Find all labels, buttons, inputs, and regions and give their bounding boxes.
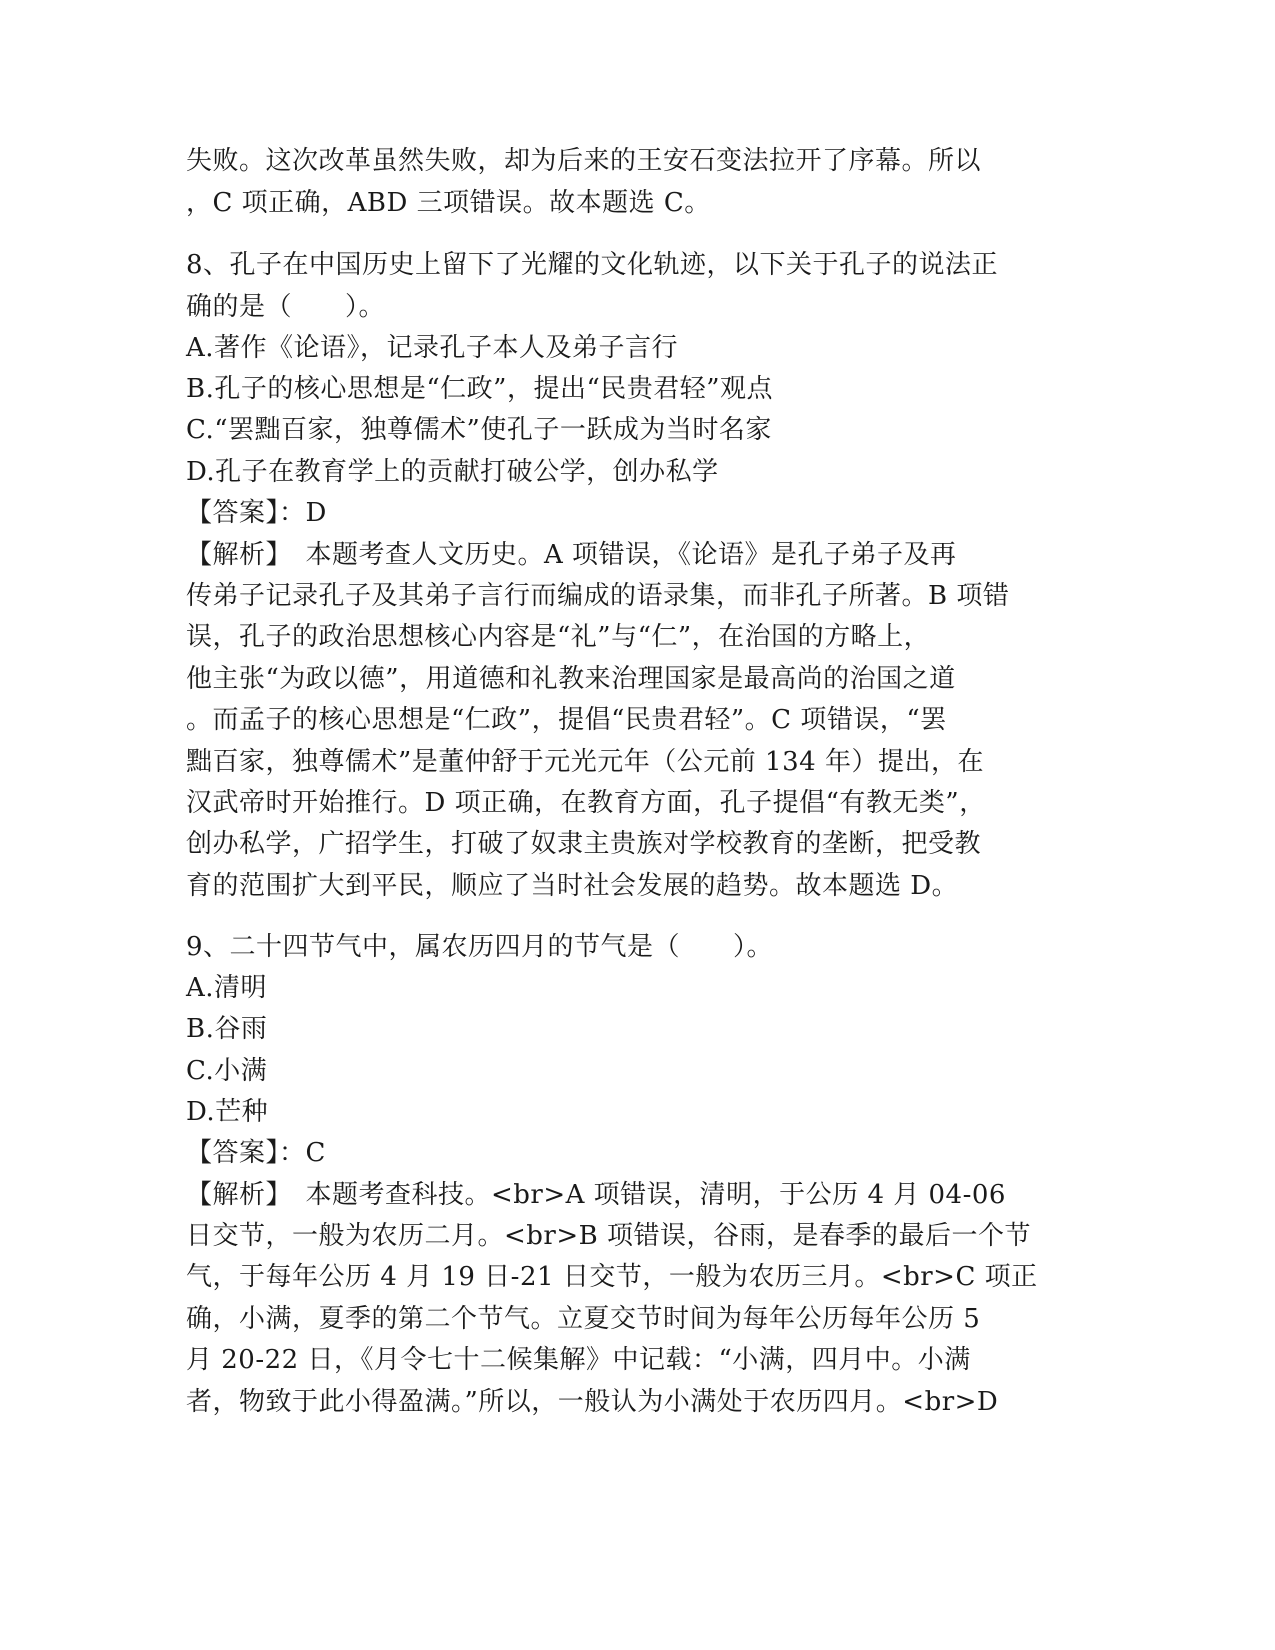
q8-option-b: B.孔子的核心思想是“仁政”，提出“民贵君轻”观点 bbox=[186, 374, 774, 404]
q8-analysis-line: 误，孔子的政治思想核心内容是“礼”与“仁”，在治国的方略上， bbox=[186, 622, 931, 652]
q7-analysis-line: 失败。这次改革虽然失败，却为后来的王安石变法拉开了序幕。所以 bbox=[186, 146, 982, 176]
q8-analysis-line: 【解析】 本题考查人文历史。A 项错误，《论语》是孔子弟子及再 bbox=[186, 540, 957, 570]
q9-option-d: D.芒种 bbox=[186, 1097, 269, 1127]
q9-option-a: A.清明 bbox=[186, 973, 268, 1003]
q8-analysis-line: 。而孟子的核心思想是“仁政”，提倡“民贵君轻”。C 项错误，“罢 bbox=[186, 705, 947, 735]
q9-option-c: C.小满 bbox=[186, 1056, 268, 1086]
q8-analysis-line: 黜百家，独尊儒术”是董仲舒于元光元年（公元前 134 年）提出，在 bbox=[186, 747, 984, 777]
q9-analysis-line: 月 20-22 日，《月令七十二候集解》中记载：“小满，四月中。小满 bbox=[186, 1345, 971, 1375]
q9-answer: 【答案】：C bbox=[186, 1138, 326, 1168]
q7-analysis-line: ，C 项正确，ABD 三项错误。故本题选 C。 bbox=[186, 188, 711, 218]
q8-analysis-line: 他主张“为政以德”，用道德和礼教来治理国家是最高尚的治国之道 bbox=[186, 664, 956, 694]
q9-stem-line: 9、二十四节气中，属农历四月的节气是（ ）。 bbox=[186, 932, 774, 962]
q8-stem-line: 8、孔子在中国历史上留下了光耀的文化轨迹，以下关于孔子的说法正 bbox=[186, 250, 999, 280]
q8-option-a: A.著作《论语》，记录孔子本人及弟子言行 bbox=[186, 333, 679, 363]
q8-stem-line: 确的是（ ）。 bbox=[186, 292, 386, 322]
q8-option-c: C.“罢黜百家，独尊儒术”使孔子一跃成为当时名家 bbox=[186, 415, 772, 445]
q9-analysis-line: 确，小满，夏季的第二个节气。立夏交节时间为每年公历每年公历 5 bbox=[186, 1304, 981, 1334]
q9-option-b: B.谷雨 bbox=[186, 1014, 268, 1044]
q8-analysis-line: 传弟子记录孔子及其弟子言行而编成的语录集，而非孔子所著。B 项错 bbox=[186, 581, 1010, 611]
q8-option-d: D.孔子在教育学上的贡献打破公学，创办私学 bbox=[186, 457, 719, 487]
q9-analysis-line: 日交节，一般为农历二月。<br>B 项错误，谷雨，是春季的最后一个节 bbox=[186, 1221, 1032, 1251]
q8-analysis-line: 育的范围扩大到平民，顺应了当时社会发展的趋势。故本题选 D。 bbox=[186, 871, 959, 901]
q9-analysis-line: 者，物致于此小得盈满。”所以，一般认为小满处于农历四月。<br>D bbox=[186, 1387, 999, 1417]
q9-analysis-line: 【解析】 本题考查科技。<br>A 项错误，清明，于公历 4 月 04-06 bbox=[186, 1180, 1006, 1210]
q9-analysis-line: 气，于每年公历 4 月 19 日-21 日交节，一般为农历三月。<br>C 项正 bbox=[186, 1262, 1038, 1292]
q8-analysis-line: 汉武帝时开始推行。D 项正确，在教育方面，孔子提倡“有教无类”， bbox=[186, 788, 986, 818]
q8-answer: 【答案】：D bbox=[186, 498, 327, 528]
q8-analysis-line: 创办私学，广招学生，打破了奴隶主贵族对学校教育的垄断，把受教 bbox=[186, 829, 982, 859]
